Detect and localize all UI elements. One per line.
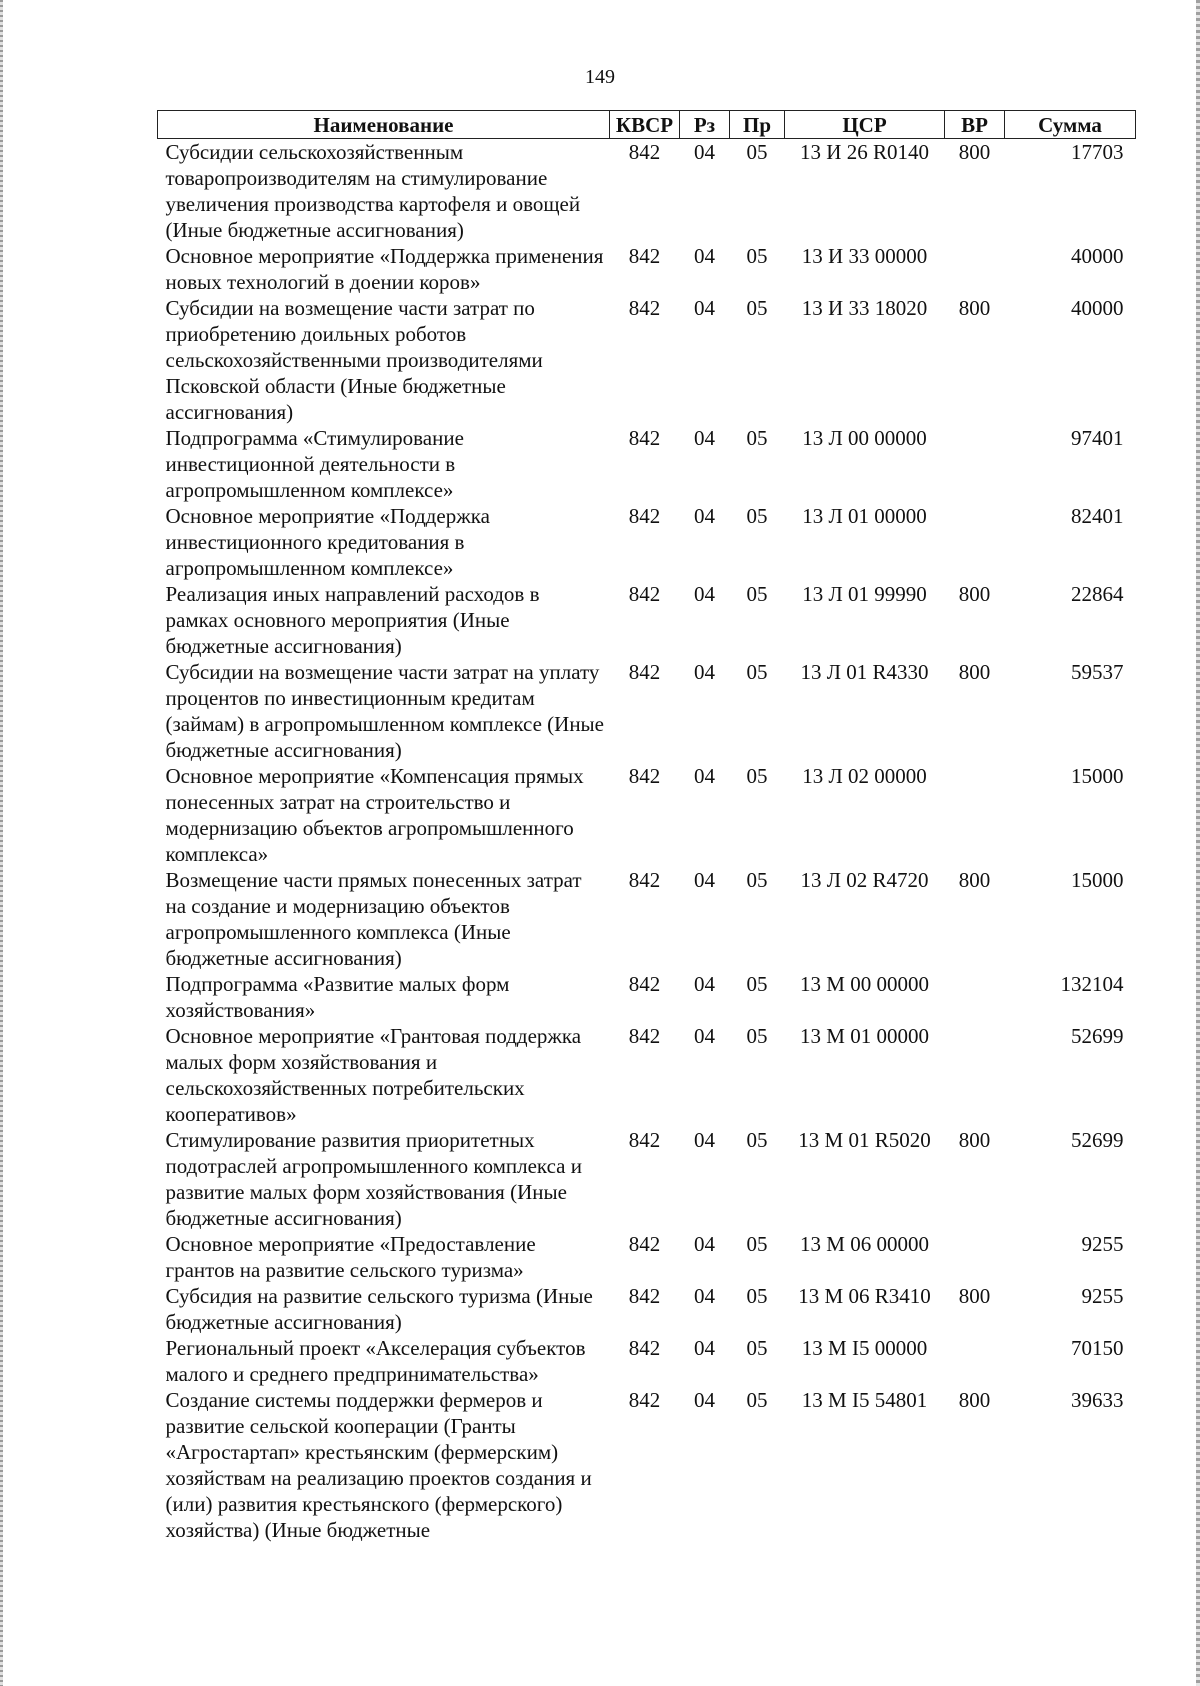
cell-sum: 15000 (1071, 764, 1124, 788)
cell-csr: 13 М 00 00000 (800, 972, 929, 996)
table-row (158, 139, 1136, 244)
cell-pr: 05 (746, 296, 768, 320)
cell-pr: 05 (746, 140, 768, 164)
table-row (158, 503, 1136, 581)
cell-vr: 800 (958, 140, 991, 164)
cell-rz: 04 (694, 1128, 715, 1152)
table-row (158, 1283, 1136, 1335)
cell-sum: 39633 (1071, 1388, 1124, 1412)
cell-vr (945, 763, 1005, 867)
cell-pr: 05 (746, 1024, 768, 1048)
table-row (158, 425, 1136, 503)
cell-rz: 04 (694, 426, 715, 450)
cell-vr (945, 243, 1005, 295)
cell-sum: 59537 (1071, 660, 1124, 684)
cell-rz: 04 (694, 296, 715, 320)
table-row (158, 1127, 1136, 1231)
cell-vr: 800 (958, 582, 991, 606)
cell-csr: 13 М I5 54801 (801, 1388, 928, 1412)
cell-pr: 05 (746, 660, 768, 684)
cell-vr: 800 (958, 1284, 991, 1308)
cell-vr (945, 1335, 1005, 1387)
cell-pr: 05 (746, 1232, 768, 1256)
cell-name: Субсидии на возмещение части затрат по приобретению доильных роботов сельскохозяйственными производителями Псковской области (Иные бюджетные ассигнования) (165, 296, 543, 424)
cell-kvsr: 842 (628, 1024, 661, 1048)
cell-pr: 05 (746, 1128, 768, 1152)
cell-sum: 97401 (1071, 426, 1124, 450)
cell-name: Основное мероприятие «Поддержка применения новых технологий в доении коров» (165, 244, 604, 294)
header-sum: Сумма (1005, 111, 1136, 139)
table-row (158, 1023, 1136, 1127)
cell-pr: 05 (746, 504, 768, 528)
table-row (158, 1231, 1136, 1283)
scan-edge-left (0, 0, 3, 1686)
cell-sum: 52699 (1071, 1024, 1124, 1048)
cell-pr: 05 (746, 582, 768, 606)
cell-rz: 04 (694, 1388, 715, 1412)
cell-kvsr: 842 (628, 296, 661, 320)
cell-csr: 13 И 33 18020 (801, 296, 928, 320)
cell-pr: 05 (746, 1388, 768, 1412)
cell-csr: 13 Л 01 00000 (802, 504, 927, 528)
cell-pr: 05 (746, 426, 768, 450)
header-csr: ЦСР (785, 111, 945, 139)
header-vr: ВР (945, 111, 1005, 139)
cell-pr: 05 (746, 1336, 768, 1360)
cell-vr: 800 (958, 660, 991, 684)
cell-rz: 04 (694, 504, 715, 528)
cell-sum: 82401 (1071, 504, 1124, 528)
header-name: Наименование (158, 111, 610, 139)
cell-kvsr: 842 (628, 504, 661, 528)
cell-name: Субсидии сельскохозяйственным товаропроизводителям на стимулирование увеличения производства картофеля и овощей (Иные бюджетные ассигнования) (165, 140, 581, 242)
cell-rz: 04 (694, 868, 715, 892)
scan-edge-right (1196, 0, 1200, 1686)
table-row (158, 1335, 1136, 1387)
cell-kvsr: 842 (628, 140, 661, 164)
cell-kvsr: 842 (628, 582, 661, 606)
cell-vr (945, 425, 1005, 503)
cell-kvsr: 842 (628, 1336, 661, 1360)
cell-kvsr: 842 (628, 764, 661, 788)
cell-name: Стимулирование развития приоритетных подотраслей агропромышленного комплекса и развитие малых форм хозяйствования (Иные бюджетные ассигнования) (165, 1128, 582, 1230)
cell-csr: 13 М 06 00000 (800, 1232, 929, 1256)
cell-rz: 04 (694, 1336, 715, 1360)
budget-table-container (157, 110, 1135, 1543)
cell-rz: 04 (694, 972, 715, 996)
cell-kvsr: 842 (628, 868, 661, 892)
cell-csr: 13 Л 01 99990 (802, 582, 927, 606)
table-row (158, 763, 1136, 867)
cell-kvsr: 842 (628, 426, 661, 450)
cell-pr: 05 (746, 244, 768, 268)
cell-sum: 17703 (1071, 140, 1124, 164)
cell-csr: 13 Л 02 00000 (802, 764, 927, 788)
cell-kvsr: 842 (628, 1232, 661, 1256)
cell-kvsr: 842 (628, 660, 661, 684)
cell-kvsr: 842 (628, 1388, 661, 1412)
cell-vr (945, 503, 1005, 581)
cell-name: Субсидия на развитие сельского туризма (Иные бюджетные ассигнования) (165, 1284, 593, 1334)
cell-pr: 05 (746, 1284, 768, 1308)
cell-sum: 52699 (1071, 1128, 1124, 1152)
cell-rz: 04 (694, 140, 715, 164)
cell-name: Основное мероприятие «Компенсация прямых понесенных затрат на строительство и модернизацию объектов агропромышленного комплекса» (165, 764, 584, 866)
cell-rz: 04 (694, 1284, 715, 1308)
cell-csr: 13 И 26 R0140 (800, 140, 929, 164)
cell-csr: 13 М I5 00000 (801, 1336, 928, 1360)
cell-vr (945, 971, 1005, 1023)
cell-rz: 04 (694, 1024, 715, 1048)
table-row (158, 1387, 1136, 1543)
cell-name: Основное мероприятие «Предоставление грантов на развитие сельского туризма» (165, 1232, 536, 1282)
cell-kvsr: 842 (628, 1284, 661, 1308)
cell-rz: 04 (694, 764, 715, 788)
cell-vr (945, 1023, 1005, 1127)
header-pr: Пр (730, 111, 785, 139)
header-rz: Рз (680, 111, 730, 139)
cell-rz: 04 (694, 660, 715, 684)
cell-name: Основное мероприятие «Грантовая поддержка малых форм хозяйствования и сельскохозяйственных потребительских кооперативов» (165, 1024, 582, 1126)
cell-vr (945, 1231, 1005, 1283)
cell-csr: 13 Л 01 R4330 (800, 660, 929, 684)
cell-sum: 132104 (1060, 972, 1124, 996)
cell-name: Подпрограмма «Развитие малых форм хозяйствования» (165, 972, 510, 1022)
cell-name: Субсидии на возмещение части затрат на уплату процентов по инвестиционным кредитам (займам) в агропромышленном комплексе (Иные бюджетные ассигнования) (165, 660, 604, 762)
table-row (158, 659, 1136, 763)
cell-csr: 13 Л 00 00000 (802, 426, 927, 450)
cell-pr: 05 (746, 868, 768, 892)
cell-pr: 05 (746, 972, 768, 996)
cell-sum: 9255 (1081, 1232, 1124, 1256)
cell-sum: 40000 (1071, 296, 1124, 320)
cell-name: Региональный проект «Акселерация субъектов малого и среднего предпринимательства» (165, 1336, 586, 1386)
cell-sum: 40000 (1071, 244, 1124, 268)
cell-csr: 13 И 33 00000 (801, 244, 928, 268)
cell-vr: 800 (958, 296, 991, 320)
cell-csr: 13 М 01 R5020 (798, 1128, 931, 1152)
cell-csr: 13 Л 02 R4720 (800, 868, 929, 892)
cell-name: Создание системы поддержки фермеров и развитие сельской кооперации (Гранты «Агростартап» крестьянским (фермерским) хозяйствам на реализацию проектов создания и (или) развития крестьянского (фермерского) хозяйства) (Иные бюджетные (165, 1388, 592, 1542)
cell-vr: 800 (958, 868, 991, 892)
cell-sum: 9255 (1081, 1284, 1124, 1308)
cell-vr: 800 (958, 1128, 991, 1152)
cell-name: Основное мероприятие «Поддержка инвестиционного кредитования в агропромышленном комплексе» (165, 504, 490, 580)
cell-rz: 04 (694, 244, 715, 268)
page-number: 149 (585, 66, 615, 88)
table-row (158, 243, 1136, 295)
header-kvsr: КВСР (610, 111, 680, 139)
cell-kvsr: 842 (628, 244, 661, 268)
cell-rz: 04 (694, 1232, 715, 1256)
cell-kvsr: 842 (628, 972, 661, 996)
table-row (158, 867, 1136, 971)
table-body (158, 139, 1136, 1544)
table-row (158, 971, 1136, 1023)
table-header-row (158, 111, 1136, 139)
cell-rz: 04 (694, 582, 715, 606)
cell-sum: 70150 (1071, 1336, 1124, 1360)
table-row (158, 295, 1136, 425)
cell-kvsr: 842 (628, 1128, 661, 1152)
budget-table (157, 110, 1136, 1543)
cell-name: Подпрограмма «Стимулирование инвестиционной деятельности в агропромышленном комплексе» (165, 426, 464, 502)
cell-sum: 15000 (1071, 868, 1124, 892)
cell-sum: 22864 (1071, 582, 1124, 606)
cell-pr: 05 (746, 764, 768, 788)
cell-csr: 13 М 01 00000 (800, 1024, 929, 1048)
cell-name: Возмещение части прямых понесенных затрат на создание и модернизацию объектов агропромышленного комплекса (Иные бюджетные ассигнования) (165, 868, 582, 970)
cell-vr: 800 (958, 1388, 991, 1412)
cell-csr: 13 М 06 R3410 (798, 1284, 931, 1308)
table-row (158, 581, 1136, 659)
cell-name: Реализация иных направлений расходов в рамках основного мероприятия (Иные бюджетные ассигнования) (165, 582, 540, 658)
